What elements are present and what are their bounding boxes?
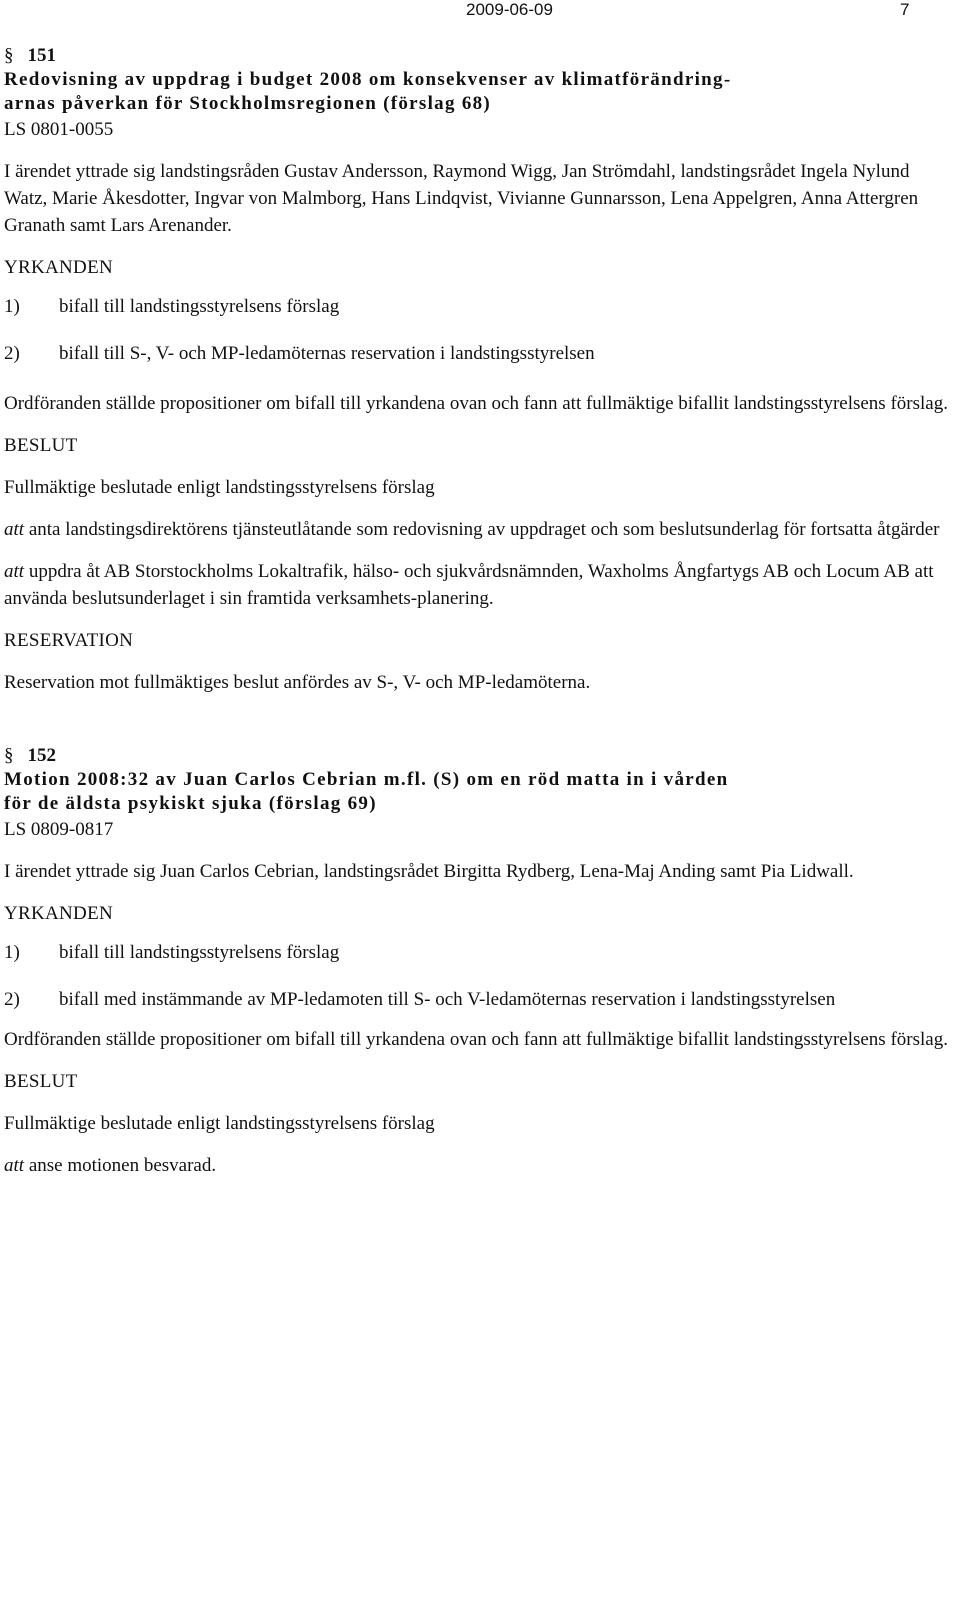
section-151-beslut-label: BESLUT: [4, 435, 78, 456]
section-151-yrkanden-label: YRKANDEN: [4, 257, 114, 278]
section-151-number: § 151: [4, 45, 56, 66]
section-152-beslut-label: BESLUT: [4, 1071, 78, 1092]
section-152-beslut-intro: Fullmäktige beslutade enligt landstingsstyrelsens förslag: [4, 1113, 435, 1134]
page-header: [0, 0, 960, 24]
section-152-case-number: LS 0809-0817: [4, 819, 114, 840]
document-body: [4, 44, 950, 1179]
header-date: 2009-06-09: [466, 0, 553, 19]
section-152-number: § 152: [4, 745, 56, 766]
section-151-reservation-text: Reservation mot fullmäktiges beslut anfördes av S-, V- och MP-ledamöterna.: [4, 672, 591, 693]
section-151-beslut-intro: Fullmäktige beslutade enligt landstingsstyrelsens förslag: [4, 477, 435, 498]
section-152-propositions: Ordföranden ställde propositioner om bifall till yrkandena ovan och fann att fullmäktige bifallit landstingsstyrelsens förslag.: [4, 1029, 948, 1050]
section-151-decision-2: att uppdra åt AB Storstockholms Lokaltrafik, hälso- och sjukvårdsnämnden, Waxholms Ångfartygs AB och Locum AB att använda beslutsunderlaget i sin framtida verksamhets-planering.: [4, 561, 934, 609]
section-152-yrkande-1: 1) bifall till landstingsstyrelsens förslag: [4, 942, 340, 963]
section-151-decision-1: att anta landstingsdirektörens tjänsteutlåtande som redovisning av uppdraget och som beslutsunderlag för fortsatta åtgärder: [4, 519, 940, 540]
page-number: 7: [900, 0, 910, 19]
section-151-propositions: Ordföranden ställde propositioner om bifall till yrkandena ovan och fann att fullmäktige bifallit landstingsstyrelsens förslag.: [4, 393, 948, 414]
section-151-case-number: LS 0801-0055: [4, 119, 114, 140]
section-152-title-line2: för de äldsta psykiskt sjuka (förslag 69): [4, 793, 377, 814]
section-152-decision-1: att anse motionen besvarad.: [4, 1155, 217, 1176]
section-152-yrkanden-label: YRKANDEN: [4, 903, 114, 924]
section-152-speakers: I ärendet yttrade sig Juan Carlos Cebrian, landstingsrådet Birgitta Rydberg, Lena-Maj Anding samt Pia Lidwall.: [4, 861, 854, 882]
section-152-yrkande-2: 2) bifall med instämmande av MP-ledamoten till S- och V-ledamöternas reservation i landstingsstyrelsen: [4, 989, 836, 1010]
section-151-title-line2: arnas påverkan för Stockholmsregionen (förslag 68): [4, 93, 492, 114]
section-151-reservation-label: RESERVATION: [4, 630, 134, 651]
section-151-yrkande-2: 2) bifall till S-, V- och MP-ledamöternas reservation i landstingsstyrelsen: [4, 343, 595, 364]
section-151-yrkande-1: 1) bifall till landstingsstyrelsens förslag: [4, 296, 340, 317]
section-151-speakers: I ärendet yttrade sig landstingsråden Gustav Andersson, Raymond Wigg, Jan Strömdahl, landstingsrådet Ingela Nylund Watz, Marie Åkesdotter, Ingvar von Malmborg, Hans Lindqvist, Vivianne Gunnarsson, Lena Appelgren, Anna Attergren Granath samt Lars Arenander.: [4, 161, 919, 236]
section-152-title-line1: Motion 2008:32 av Juan Carlos Cebrian m.fl. (S) om en röd matta in i vården: [4, 769, 729, 790]
section-151-title-line1: Redovisning av uppdrag i budget 2008 om konsekvenser av klimatförändring-: [4, 69, 732, 90]
